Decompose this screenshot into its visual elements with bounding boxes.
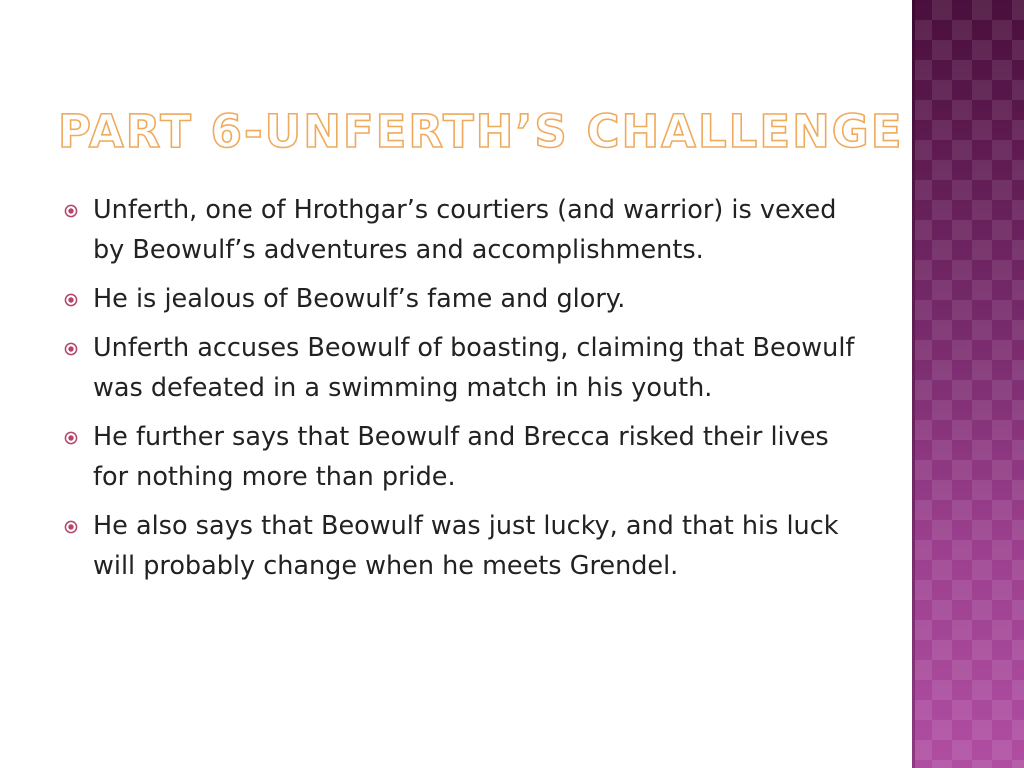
circled-dot-bullet-icon [64,293,78,307]
bullet-list [62,190,862,595]
circled-dot-bullet-icon [64,431,78,445]
bullet-text: He also says that Beowulf was just lucky, and that his luck will probably change when he meets Grendel. [93,511,839,581]
bullet-item [62,506,862,586]
bullet-item [62,417,862,497]
slide-title: PART 6-UNFERTH’S CHALLENGE [58,105,904,158]
diamond-pattern [912,0,1024,768]
decorative-side-panel [912,0,1024,768]
bullet-item [62,190,862,270]
side-panel-edge [912,0,915,768]
bullet-item [62,328,862,408]
bullet-text: Unferth accuses Beowulf of boasting, claiming that Beowulf was defeated in a swimming match in his youth. [93,333,855,403]
bullet-text: He is jealous of Beowulf’s fame and glory. [93,284,626,314]
circled-dot-bullet-icon [64,204,78,218]
bullet-item [62,279,862,319]
circled-dot-bullet-icon [64,520,78,534]
bullet-text: Unferth, one of Hrothgar’s courtiers (and warrior) is vexed by Beowulf’s adventures and accomplishments. [93,195,837,265]
bullet-text: He further says that Beowulf and Brecca risked their lives for nothing more than pride. [93,422,829,492]
circled-dot-bullet-icon [64,342,78,356]
